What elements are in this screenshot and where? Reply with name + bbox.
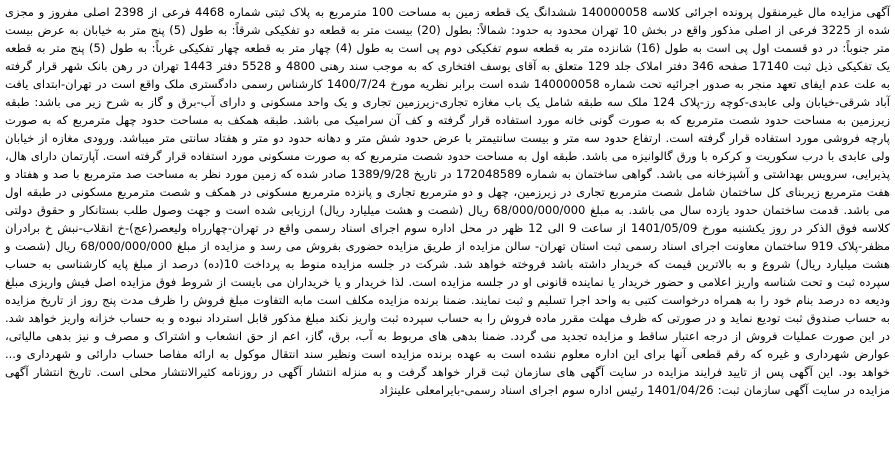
auction-notice-text: آگهی مزایده مال غیرمنقول پرونده اجرائی کلاسه 140000058 ششدانگ یک قطعه زمین به مساحت 100 مترمربع به پلاک ثبتی شماره 4468 فرعی از 2398 اصلی مفروز و مجزی شده از 3225 فرعی از اصلی مذکور واقع در بخش 10 تهران محدود به حدود: شمالاً: بطول (20) بیست متر به قطعه دو تفکیکی شرقاً: به طول (5) پنج متر به خیابان به عرض بیست متر جنوباً: در دو قسمت اول پی است به طول (16) شانزده متر به قطعه سوم تفکیکی دوم پی است به طول (4) چهار متر به قطعه چهار تفکیکی غرباً: به طول (5) پنج متر به قطعه یک تفکیکی ذیل ثبت 17140 صفحه 346 دفتر املاک جلد 129 متعلق به آقای یوسف افتخاری که به موجب سند رهنی 4800 و 5528 دفتر 1443 تهران در رهن بانک شهر قرار گرفته به علت عدم ایفای تعهد منجر به صدور اجرائیه تحت شماره 140000058 شده است برابر نظریه مورخ 1400/7/24 کارشناس رسمی دادگستری ملک واقع است در تهران-ابتدای یافت آباد شرقی-خیابان ولی عابدی-کوچه رز-پلاک 124 ملک سه طبقه شامل یک باب مغازه تجاری-زیرزمین تجاری و یک واحد مسکونی و دارای آب-برق و گاز به شرح زیر می باشد: طبقه زیرزمین به مساحت حدود شصت مترمربع که به صورت گونی خانه مورد استفاده قرار گرفته و کف آن سرامیک می باشد. طبقه همکف به مساحت حدود چهل مترمربع که به صورت پارچه فروشی مورد استفاده قرار گرفته است. ارتفاع حدود سه متر و بیست سانتیمتر با عرض حدود شش متر و دهانه حدود دو متر و هفتاد سانتی متر میباشد. ورودی مغازه از خیابان ولی عابدی با درب سکوریت و کرکره با ورق گالوانیزه می باشد. طبقه اول به مساحت حدود شصت مترمربع که به صورت مسکونی مورد استفاده قرار گرفته است. آپارتمان دارای هال، پذیرایی، سرویس بهداشتی و آشپزخانه می باشد. گواهی ساختمان به شماره 172048589 در تاریخ 1389/9/28 صادر شده که زمین مورد نظر به مساحت صد مترمربع با صد و هفتاد و هفت مترمربع زیربنای کل ساختمان شامل شصت مترمربع تجاری در زیرزمین، چهل و دو مترمربع تجاری و پانزده مترمربع مسکونی در همکف و شصت مترمربع مسکونی در طبقه اول می باشد. قدمت ساختمان حدود یازده سال می باشد. به مبلغ 68/000/000/000 ریال (شصت و هشت میلیارد ریال) ارزیابی شده است و جهت وصول طلب بستانکار و حقوق دولتی کلاسه فوق الذکر در روز یکشنبه مورخ 1401/05/09 از ساعت 9 الی 12 ظهر در محل اداره سوم اجرای اسناد رسمی واقع در تهران-چهارراه ولیعصر(عج)-خ انقلاب-نبش خ برادران مظفر-پلاک 919 ساختمان معاونت اجرای اسناد رسمی ثبت استان تهران- سالن مزایده از طریق مزایده حضوری بفروش می رسد و مزایده از مبلغ 68/000/000/000 ریال (شصت و هشت میلیارد ریال) شروع و به بالاترین قیمت که خریدار داشته باشد فروخته خواهد شد. شرکت در جلسه مزایده منوط به پرداخت 10(ده) درصد از مبلغ پایه کارشناسی به حساب سپرده ثبت و تحت شناسه واریز اعلامی و حضور خریدار یا نماینده قانونی او در جلسه مزایده است. لذا خریدار و یا خریداران می بایست از شروط فوق مزایده اصل فیش واریزی مبلغ ودیعه ده درصد بنام خود را به همراه درخواست کتبی به واحد اجرا تسلیم و ثبت نمایند. ضمنا برنده مزایده مکلف است مابه التفاوت مبلغ فروش را ظرف مدت پنج روز از تاریخ مزایده به حساب صندوق ثبت تودیع نماید و در صورتی که ظرف مهلت مقرر ماده فروش را به حساب سپرده ثبت واریز نکند مبلغ مذکور قابل استرداد نبوده و به حساب خزانه واریز خواهد شد. در این صورت عملیات فروش از درجه اعتبار ساقط و مزایده تجدید می گردد. ضمنا بدهی های مربوط به آب، برق، گاز، اعم از حق انشعاب و اشتراک و مصرف و نیز بدهی مالیاتی، عوارض شهرداری و غیره که رقم قطعی آنها برای این اداره معلوم نشده است به عهده برنده مزایده است ونظیر سند انتقال موکول به ارائه مفاصا حساب دارائی و شهرداری و... خواهد بود. این آگهی پس از تایید فرایند مزایده در سایت آگهی های سازمان ثبت قرار خواهد گرفت و به منزله انتشار آگهی در روزنامه کثیرالانتشار محلی است. تاریخ انتشار آگهی مزایده در سایت آگهی سازمان ثبت: 1401/04/26 رئیس اداره سوم اجرای اسناد رسمی-بایرامعلی علینژاد	[5, 5, 891, 397]
